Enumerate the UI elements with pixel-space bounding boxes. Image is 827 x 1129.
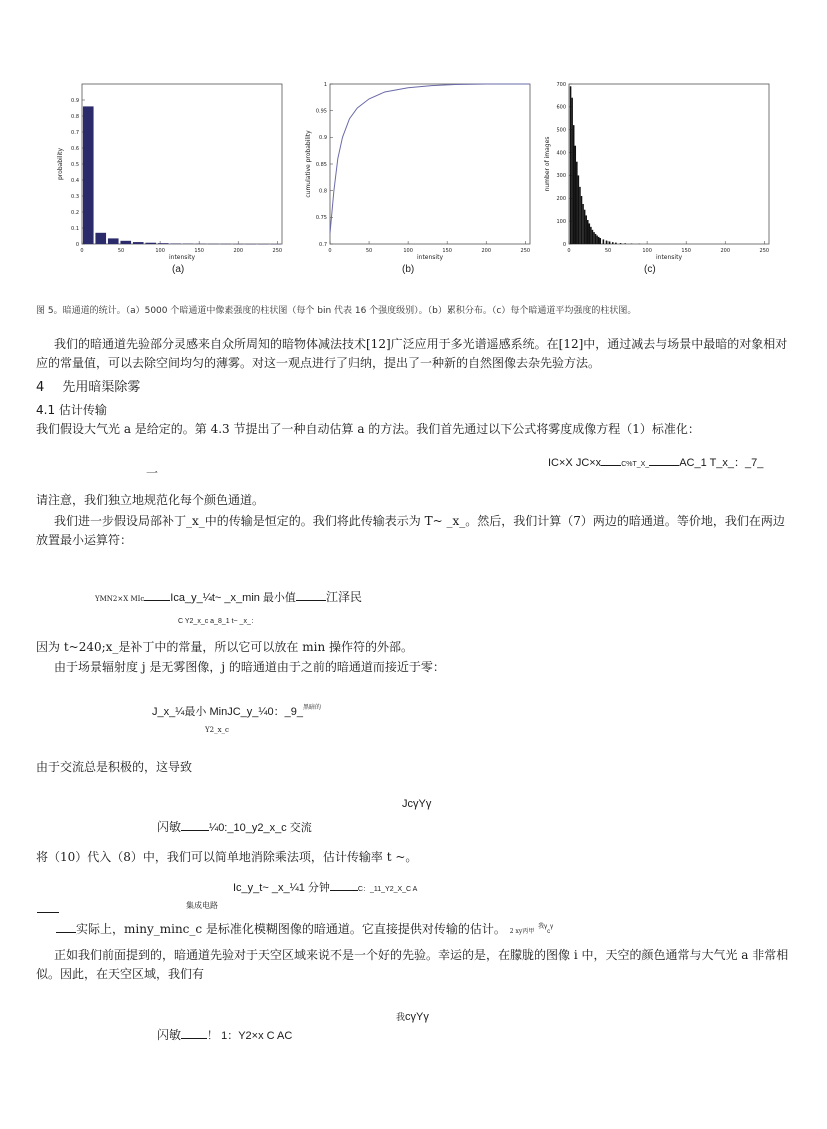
histogram-bar — [609, 241, 611, 244]
plot-frame — [330, 84, 530, 244]
x-tick-label: 150 — [194, 248, 204, 254]
x-tick-label: 100 — [155, 248, 165, 254]
figure-panel-a — [50, 76, 290, 276]
y-tick-label: 0.4 — [71, 177, 79, 184]
eq7-part-a: IC×X JC×x — [548, 457, 602, 469]
figure-panel-c — [537, 76, 777, 276]
paragraph-2: 我们假设大气光 a 是给定的。第 4.3 节提出了一种自动估算 a 的方法。我们首先通过以下公式将雾度成像方程（1）标准化： — [36, 422, 700, 436]
x-tick-label: 0 — [328, 248, 332, 254]
chart-b — [298, 76, 538, 276]
histogram-bar — [587, 220, 589, 244]
histogram-bar — [584, 210, 586, 244]
y-tick-label: 600 — [556, 104, 566, 111]
histogram-bar — [108, 238, 119, 244]
y-tick-label: 200 — [556, 196, 566, 203]
histogram-bar — [612, 242, 614, 244]
y-tick-label: 100 — [556, 218, 566, 225]
chart-c — [537, 76, 777, 276]
paragraph-5: 因为 t~240;x_是补丁中的常量，所以它可以放在 min 操作符的外部。 — [36, 640, 413, 654]
eq9-sup: 黑暗的 — [303, 705, 322, 711]
histogram-bar — [589, 223, 591, 244]
histogram-bar — [615, 243, 617, 244]
eq9-main: J_x_¼最小 MinJC_y_¼0：_9_ — [152, 706, 304, 718]
figure-panel-b — [298, 76, 538, 276]
eq12-main-b: ！ 1：Y2×x C AC — [207, 1030, 293, 1042]
x-tick-label: 250 — [520, 248, 531, 254]
paragraph-6: 由于场景辐射度 j 是无雾图像，j 的暗通道由于之前的暗通道而接近于零： — [54, 660, 445, 674]
histogram-bar — [571, 98, 573, 244]
paragraph-4: 我们进一步假设局部补丁_x_中的传输是恒定的。我们将此传输表示为 T~ _x_。然后，我们计算（7）两边的暗通道。等价地，我们在两边放置最小运算符： — [36, 514, 785, 547]
histogram-bar — [133, 242, 144, 244]
x-tick-label: 100 — [403, 248, 413, 254]
eq12-top-b: cγYγ — [405, 1011, 429, 1023]
eq8-pre: YMN2×X MIc — [95, 595, 145, 603]
y-tick-label: 0.8 — [319, 188, 327, 195]
paragraph-8: 将（10）代入（8）中，我们可以简单地消除乘法项，估计传输率 t ~。 — [36, 850, 418, 864]
panel-label-c: (c) — [644, 264, 656, 275]
figure-caption: 图 5。暗通道的统计。（a）5000 个暗通道中像素强度的柱状图（每个 bin 代表 16 个强度级别）。（b）累积分布。（c）每个暗通道平均强度的柱状图。 — [36, 306, 637, 316]
y-tick-label: 0.2 — [71, 209, 79, 216]
eq12-main-a: 闪敏 — [157, 1028, 182, 1042]
paragraph-3: 请注意，我们独立地规范化每个颜色通道。 — [36, 493, 265, 507]
eq7-part-b: C%T_X_ — [621, 461, 650, 468]
y-tick-label: 0.9 — [319, 135, 327, 142]
histogram-bar — [578, 175, 580, 244]
cumulative-line — [330, 84, 530, 233]
chart-a — [50, 76, 290, 276]
equation-9 — [152, 702, 321, 719]
equation-11 — [233, 879, 417, 895]
x-tick-label: 150 — [681, 248, 691, 254]
histogram-bar — [592, 230, 594, 244]
histogram-bar — [573, 125, 575, 244]
equation-11-rule — [37, 912, 59, 913]
paragraph-10: 正如我们前面提到的，暗通道先验对于天空区域来说不是一个好的先验。幸运的是，在朦胧的图像 i 中，天空的颜色通常与大气光 a 非常相似。因此，在天空区域，我们有 — [36, 948, 789, 981]
x-tick-label: 50 — [604, 248, 612, 254]
histogram-bar — [620, 243, 622, 244]
section-number: 4 — [36, 380, 45, 395]
histogram-bar — [95, 233, 106, 244]
equation-10-top: JcγYγ — [402, 798, 432, 810]
equation-7 — [548, 454, 763, 470]
y-tick-label: 700 — [556, 81, 566, 88]
equation-12-top — [396, 1010, 429, 1023]
paragraph-9-me: 我 — [538, 923, 545, 930]
y-tick-label: 0.7 — [319, 241, 327, 248]
figure-5 — [40, 70, 790, 285]
histogram-bar — [570, 86, 572, 244]
x-axis-label: intensity — [416, 254, 444, 261]
eq11-part-a: Ic_y_t~ _x_¼1 分钟 — [233, 882, 330, 894]
x-tick-label: 250 — [272, 248, 283, 254]
histogram-bar — [624, 243, 626, 244]
histogram-bar — [585, 215, 587, 244]
equation-11-label: 集成电路 — [186, 901, 218, 910]
eq12-top-a: 我 — [396, 1013, 406, 1023]
panel-label-a: (a) — [172, 264, 185, 275]
equation-8 — [95, 588, 362, 605]
equation-7-dash: 一 — [146, 466, 159, 480]
histogram-bar — [579, 187, 581, 244]
x-axis-label: intensity — [655, 254, 683, 261]
x-tick-label: 250 — [759, 248, 770, 254]
paragraph-9-gamma-b: γ — [550, 924, 554, 930]
histogram-bar — [606, 241, 608, 244]
eq8-end: 江泽民 — [325, 590, 362, 604]
plot-frame — [569, 84, 769, 244]
y-tick-label: 0.75 — [315, 215, 327, 222]
paragraph-9-text: 实际上，miny_minc_c 是标准化模糊图像的暗通道。它直接提供对传输的估计。 — [76, 922, 506, 936]
histogram-bar — [590, 227, 592, 244]
y-tick-label: 0 — [562, 241, 566, 248]
plot-frame — [82, 84, 282, 244]
x-tick-label: 200 — [233, 248, 244, 254]
histogram-bar — [574, 146, 576, 244]
eq10-main-b: ¼0:_10_y2_x_c 交流 — [209, 822, 312, 834]
paragraph-9-sub: 2 xy丙甲 — [509, 928, 535, 935]
paragraph-7: 由于交流总是积极的，这导致 — [36, 760, 193, 774]
y-tick-label: 1 — [323, 81, 327, 88]
y-axis-label: number of images — [544, 136, 551, 192]
paragraph-1: 我们的暗通道先验部分灵感来自众所周知的暗物体减法技术[12]广泛应用于多光谱遥感系统。在[12]中，通过减去与场景中最暗的对象相对应的常量值，可以去除空间均匀的薄雾。对这一观点进行了归纳，提出了一种新的自然图像去杂先验方法。 — [36, 337, 788, 370]
equation-12 — [157, 1026, 292, 1043]
histogram-bar — [581, 196, 583, 244]
x-tick-label: 50 — [117, 248, 125, 254]
x-tick-label: 200 — [720, 248, 731, 254]
x-tick-label: 150 — [442, 248, 452, 254]
histogram-bar — [603, 239, 605, 244]
histogram-bar — [596, 236, 598, 244]
y-tick-label: 0.3 — [71, 193, 79, 200]
histogram-bar — [145, 243, 156, 244]
section-heading — [36, 376, 140, 395]
paragraph-9-gamma-a: γ — [544, 924, 548, 930]
y-tick-label: 0.1 — [71, 225, 79, 232]
x-tick-label: 0 — [80, 248, 84, 254]
equation-10 — [157, 818, 312, 835]
histogram-bar — [83, 106, 94, 244]
histogram-bar — [576, 162, 578, 244]
y-axis-label: probability — [57, 147, 64, 181]
y-axis-label: cumulative probability — [305, 130, 312, 198]
histogram-bar — [598, 237, 600, 244]
y-tick-label: 400 — [556, 150, 566, 157]
y-tick-label: 0.85 — [315, 161, 327, 168]
histogram-bar — [595, 234, 597, 244]
paragraph-9-c: c — [547, 929, 551, 935]
eq11-part-b: C：_11_Y2_X_C A — [357, 886, 418, 893]
histogram-bar — [599, 238, 601, 244]
equation-9-sub: Y2_x_c — [205, 726, 229, 734]
y-tick-label: 0.5 — [71, 161, 79, 168]
section-title: 先用暗渠除雾 — [62, 380, 141, 395]
y-tick-label: 0.8 — [71, 113, 79, 120]
panel-label-b: (b) — [402, 264, 415, 275]
x-tick-label: 200 — [481, 248, 492, 254]
histogram-bar — [582, 204, 584, 244]
eq7-part-c: AC_1 T_x_：_7_ — [679, 457, 764, 469]
y-tick-label: 0 — [75, 241, 79, 248]
y-tick-label: 0.7 — [71, 129, 79, 136]
x-tick-label: 50 — [365, 248, 373, 254]
y-tick-label: 300 — [556, 173, 566, 180]
histogram-bar — [120, 241, 131, 244]
histogram-bar — [593, 232, 595, 244]
paragraph-9 — [36, 917, 796, 942]
subsection-heading: 4.1 估计传输 — [36, 403, 107, 417]
y-tick-label: 0.9 — [71, 97, 79, 104]
equation-8-sub: C Y2_x_c a_8_1 t~ _x_： — [178, 618, 258, 625]
y-tick-label: 0.95 — [315, 108, 327, 115]
histogram-bar — [158, 243, 169, 244]
y-tick-label: 500 — [556, 127, 566, 134]
x-tick-label: 0 — [567, 248, 571, 254]
eq8-mid: Ica_y_¼t~ _x_min 最小值 — [170, 592, 296, 604]
x-axis-label: intensity — [168, 254, 196, 261]
eq10-main-a: 闪敏 — [157, 820, 182, 834]
x-tick-label: 100 — [642, 248, 652, 254]
y-tick-label: 0.6 — [71, 145, 79, 152]
